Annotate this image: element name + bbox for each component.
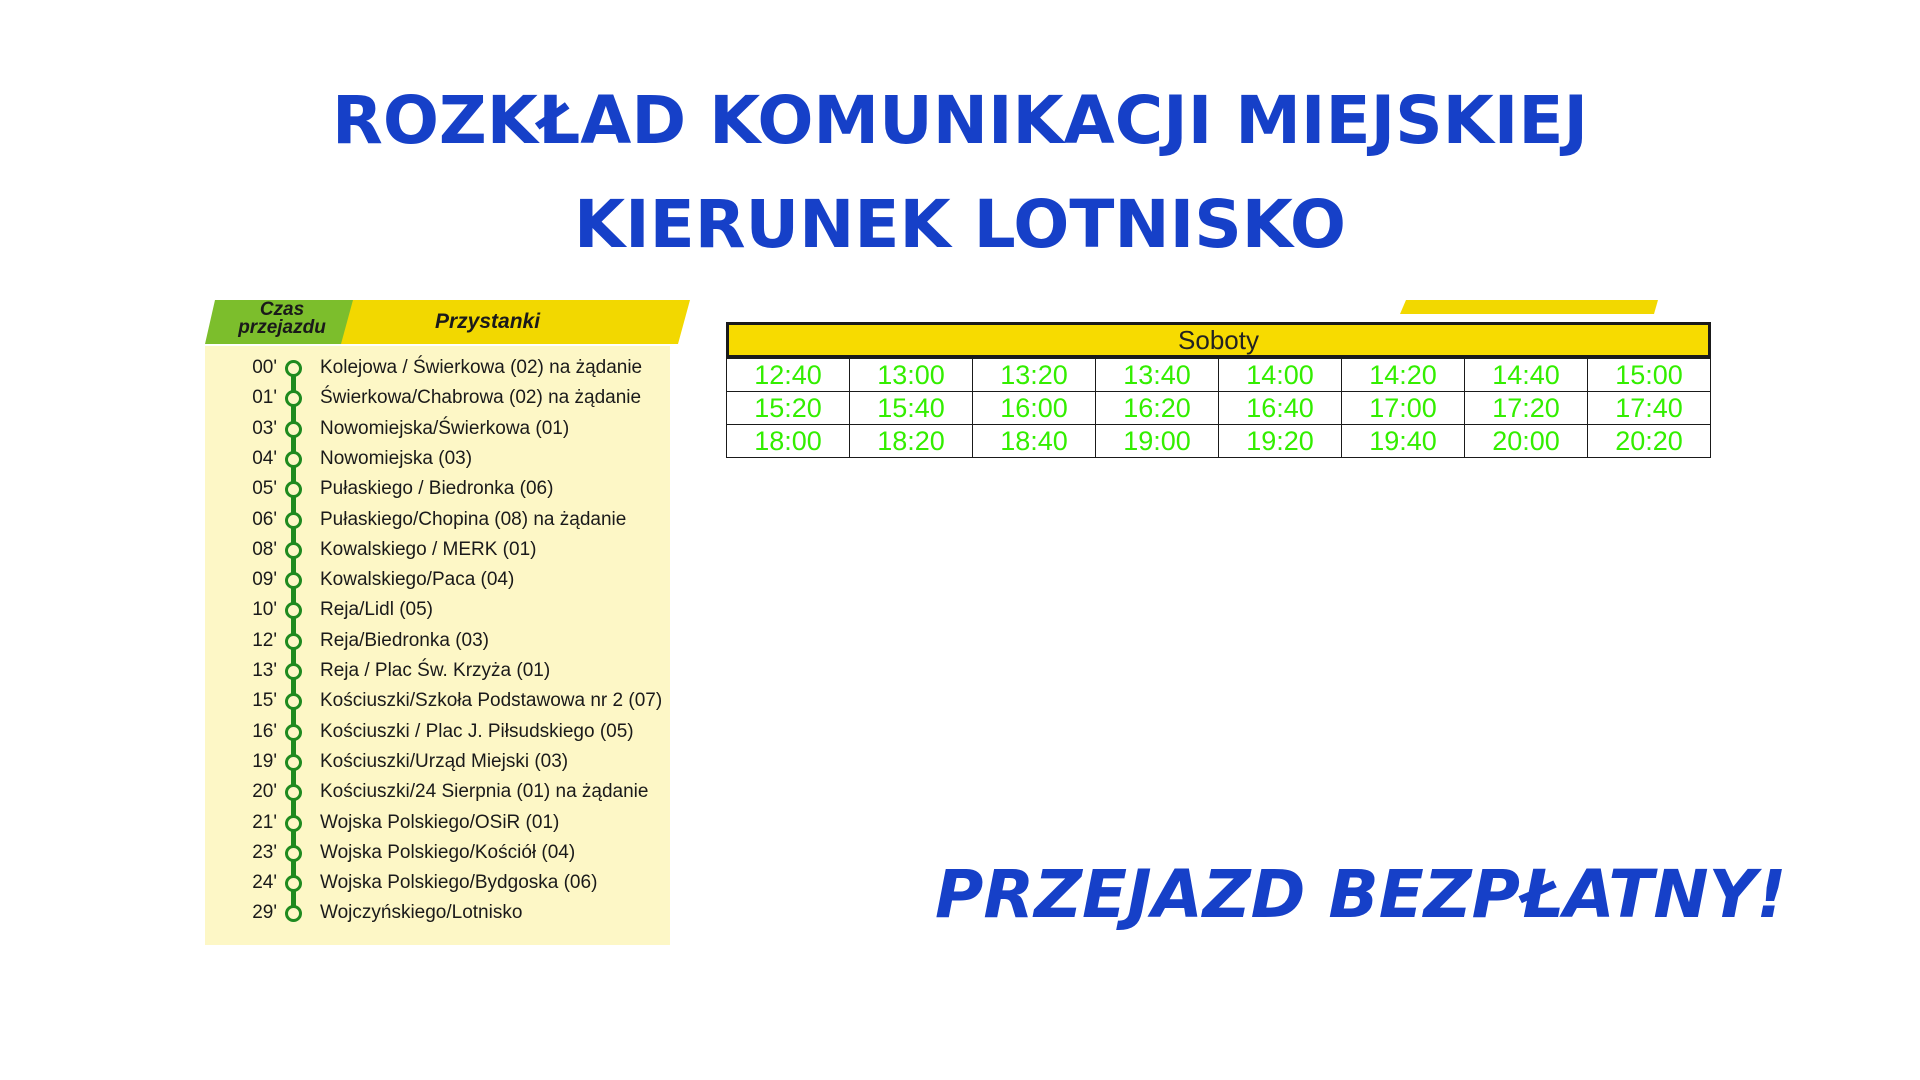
route-stop-row [205,778,670,808]
route-stop-row [205,566,670,596]
departure-time-cell: 14:40 [1465,358,1588,391]
stop-travel-time: 01' [252,387,277,409]
route-stop-row [205,748,670,778]
stop-travel-time: 10' [252,599,277,621]
route-stop-row [205,354,670,384]
stop-travel-time: 23' [252,841,277,863]
stop-name: Nowomiejska/Świerkowa (01) [320,417,570,439]
route-header [205,300,690,344]
stop-name: Reja / Plac Św. Krzyża (01) [320,660,551,681]
stop-name: Wojczyńskiego/Lotnisko [320,902,523,924]
stop-marker-icon [285,602,302,619]
stop-marker-icon [285,815,302,832]
route-stop-row [205,718,670,748]
departure-time-cell: 17:00 [1342,391,1465,424]
route-stop-row [205,445,670,475]
departure-time-cell: 20:00 [1465,424,1588,457]
stop-travel-time: 12' [252,629,277,651]
stop-travel-time: 24' [252,872,277,894]
stop-marker-icon [285,572,302,589]
stop-travel-time: 08' [252,538,277,560]
stop-name: Wojska Polskiego/Kościół (04) [320,841,576,863]
page-subtitle: KIERUNEK LOTNISKO [573,186,1347,263]
stop-name: Świerkowa/Chabrowa (02) na żądanie [320,387,642,409]
stop-travel-time: 00' [252,357,277,378]
departure-time-cell: 16:00 [973,391,1096,424]
stop-name: Kolejowa / Świerkowa (02) na żądanie [320,357,643,378]
free-ride-notice: PRZEJAZD BEZPŁATNY! [935,856,1787,933]
departure-time-cell: 18:20 [850,424,973,457]
route-stop-row [205,839,670,869]
stop-marker-icon [285,875,302,892]
departure-time-cell: 12:40 [727,358,850,391]
departure-time-cell: 17:40 [1588,391,1711,424]
stop-name: Kościuszki/Urząd Miejski (03) [320,750,569,772]
stop-travel-time: 04' [252,447,277,469]
page-title: ROZKŁAD KOMUNIKACJI MIEJSKIEJ [332,82,1588,159]
stop-travel-time: 21' [252,811,277,833]
departure-times-grid [726,358,1711,458]
stop-travel-time: 16' [252,720,277,742]
stop-travel-time: 05' [252,478,277,500]
schedule-day-header: Soboty [726,322,1711,358]
stop-name: Wojska Polskiego/Bydgoska (06) [320,872,598,894]
departure-time-cell: 13:00 [850,358,973,391]
departure-time-cell: 14:00 [1219,358,1342,391]
stop-name: Wojska Polskiego/OSiR (01) [320,811,560,833]
stop-marker-icon [285,390,302,407]
stop-marker-icon [285,451,302,468]
stop-name: Kościuszki/24 Sierpnia (01) na żądanie [320,781,649,803]
departure-time-cell: 16:20 [1096,391,1219,424]
stop-marker-icon [285,663,302,680]
departure-time-cell: 18:00 [727,424,850,457]
route-stop-row [205,687,670,717]
stop-travel-time: 03' [252,417,277,439]
stop-travel-time: 15' [252,690,277,712]
departure-time-cell: 20:20 [1588,424,1711,457]
stop-name: Reja/Lidl (05) [320,599,433,621]
stop-name: Kowalskiego / MERK (01) [320,538,537,560]
departure-time-cell: 16:40 [1219,391,1342,424]
stop-name: Reja/Biedronka (03) [320,629,489,651]
stop-travel-time: 09' [252,569,277,591]
route-stop-row [205,657,670,687]
saturday-schedule-table [726,322,1711,458]
stop-travel-time: 19' [252,750,277,772]
departure-time-cell: 17:20 [1465,391,1588,424]
stop-marker-icon [285,633,302,650]
stop-travel-time: 06' [252,508,277,530]
departure-time-cell: 19:40 [1342,424,1465,457]
stop-marker-icon [285,845,302,862]
route-stop-row [205,506,670,536]
stop-marker-icon [285,905,302,922]
stop-name: Kościuszki/Szkoła Podstawowa nr 2 (07) [320,690,663,712]
route-stop-row [205,627,670,657]
route-stop-row [205,869,670,899]
departure-time-cell: 14:20 [1342,358,1465,391]
route-stop-row [205,899,670,929]
route-stop-row [205,596,670,626]
stop-marker-icon [285,512,302,529]
departure-time-cell: 15:20 [727,391,850,424]
route-stop-list [205,346,670,945]
stop-name: Kościuszki / Plac J. Piłsudskiego (05) [320,720,634,742]
stop-name: Kowalskiego/Paca (04) [320,569,515,591]
stop-name: Pułaskiego / Biedronka (06) [320,478,554,500]
route-stop-row [205,475,670,505]
stop-name: Nowomiejska (03) [320,447,473,469]
departure-time-cell: 19:20 [1219,424,1342,457]
travel-time-heading: Czas przejazdu [238,299,326,338]
departure-time-cell: 18:40 [973,424,1096,457]
route-stop-row [205,384,670,414]
route-stop-row [205,809,670,839]
departure-time-cell: 13:20 [973,358,1096,391]
stop-marker-icon [285,542,302,559]
stop-marker-icon [285,360,302,377]
stops-heading: Przystanki [435,310,541,333]
route-panel [205,300,690,945]
departure-time-cell: 13:40 [1096,358,1219,391]
stop-name: Pułaskiego/Chopina (08) na żądanie [320,508,627,530]
stop-marker-icon [285,784,302,801]
stop-marker-icon [285,724,302,741]
stop-marker-icon [285,693,302,710]
stop-travel-time: 13' [252,660,277,681]
route-stop-row [205,415,670,445]
departure-time-cell: 15:00 [1588,358,1711,391]
route-stop-row [205,536,670,566]
departure-time-cell: 19:00 [1096,424,1219,457]
stop-marker-icon [285,754,302,771]
stop-marker-icon [285,481,302,498]
departure-time-cell: 15:40 [850,391,973,424]
stop-travel-time: 29' [252,902,277,924]
stop-marker-icon [285,421,302,438]
stop-travel-time: 20' [252,781,277,803]
decorative-yellow-tab [1400,300,1658,314]
